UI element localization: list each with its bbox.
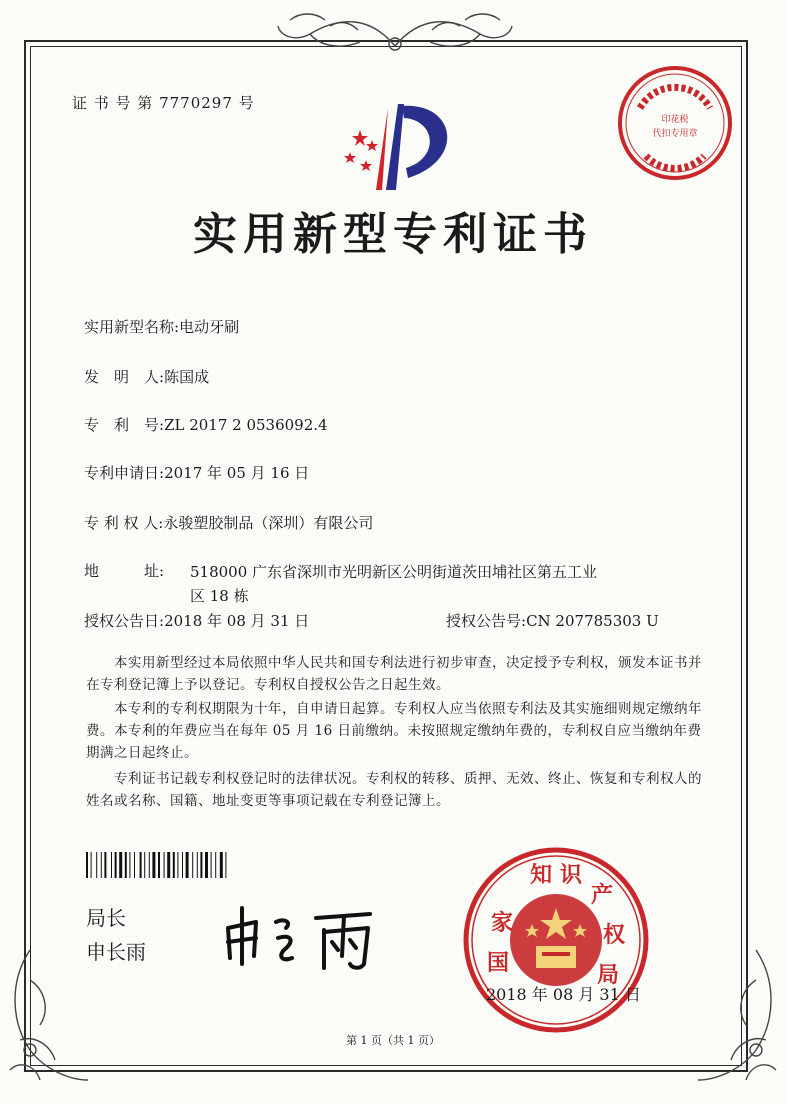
inventor-value: 陈国成 xyxy=(164,368,210,386)
address-value: 518000 广东省深圳市光明新区公明街道茨田埔社区第五工业区 18 栋 xyxy=(190,563,598,605)
barcode-bar xyxy=(173,852,175,878)
barcode-bar xyxy=(200,852,202,878)
barcode-bar xyxy=(205,852,208,878)
field-patentee xyxy=(84,512,373,533)
paragraph-2: 本专利的专利权期限为十年，自申请日起算。专利权人应当依照专利法及其实施细则规定缴纳年费。本专利的年费应当在每年 05 月 16 日前缴纳。未按照规定缴纳年费的，专利权自应当缴纳年费期满之日起终止。 xyxy=(86,701,702,761)
barcode-bar xyxy=(215,852,216,878)
paragraph-3: 专利证书记载专利权登记时的法律状况。专利权的转移、质押、无效、终止、恢复和专利权人的姓名或名称、国籍、地址变更等事项记载在专利登记簿上。 xyxy=(86,771,702,809)
utility-model-name-value: 电动牙刷 xyxy=(179,318,240,336)
inventor-label: 发 明 人: xyxy=(84,368,165,386)
svg-text:国: 国 xyxy=(486,951,510,976)
cnipa-official-seal-icon xyxy=(462,846,650,1034)
barcode-bar xyxy=(140,852,142,878)
utility-model-name-label: 实用新型名称: xyxy=(84,318,180,336)
patentee-value: 永骏塑胶制品（深圳）有限公司 xyxy=(163,514,374,532)
patent-number-label: 专 利 号: xyxy=(84,416,165,434)
certificate-title: 实用新型专利证书 xyxy=(193,209,593,260)
barcode-bar xyxy=(115,852,117,878)
barcode-bar xyxy=(129,852,130,878)
field-address xyxy=(84,560,164,581)
barcode-bar xyxy=(211,852,212,878)
barcode-bar xyxy=(177,852,178,878)
barcode-bar xyxy=(104,852,106,878)
barcode-bar xyxy=(192,852,193,878)
field-application-date xyxy=(84,462,309,483)
svg-text:权: 权 xyxy=(602,923,626,948)
barcode-bar xyxy=(220,852,223,878)
barcode-bar xyxy=(125,852,127,878)
director-signature-icon xyxy=(220,898,390,978)
barcode-bar xyxy=(119,852,122,878)
barcode-bar xyxy=(111,852,112,878)
certificate-number-suffix: 号 xyxy=(238,94,255,112)
director-name: 申长雨 xyxy=(86,940,146,964)
paragraph-1: 本实用新型经过本局依照中华人民共和国专利法进行初步审查，决定授予专利权，颁发本证书并在专利登记簿上予以登记。专利权自授权公告之日起生效。 xyxy=(86,655,702,693)
address-label: 地 址: xyxy=(84,562,165,580)
barcode-bar xyxy=(134,852,135,878)
svg-text:知 识: 知 识 xyxy=(530,863,582,888)
svg-text:印花税: 印花税 xyxy=(661,115,689,125)
top-ornament-icon xyxy=(270,6,520,58)
svg-text:产: 产 xyxy=(590,883,614,908)
grant-date-label: 授权公告日: xyxy=(84,612,165,630)
bottom-left-ornament-icon xyxy=(0,940,90,1090)
barcode-bar xyxy=(186,852,189,878)
svg-text:代扣专用章: 代扣专用章 xyxy=(652,129,698,139)
application-date-value: 2017 年 05 月 16 日 xyxy=(164,464,310,482)
bottom-right-ornament-icon xyxy=(696,940,786,1090)
seal-date: 2018 年 08 月 31 日 xyxy=(486,985,641,1004)
application-date-label: 专利申请日: xyxy=(84,464,165,482)
certificate-number-label: 证 书 号 第 xyxy=(72,94,154,112)
field-inventor xyxy=(84,366,209,387)
grant-number-value: CN 207785303 U xyxy=(526,612,659,630)
barcode-bar xyxy=(197,852,198,878)
svg-text:家: 家 xyxy=(490,911,514,936)
barcode-bar xyxy=(225,852,226,878)
barcode-bar xyxy=(158,852,160,878)
patent-number-value: ZL 2017 2 0536092.4 xyxy=(164,416,328,434)
page-number: 第 1 页（共 1 页） xyxy=(346,1034,440,1047)
barcode-bar xyxy=(96,852,97,878)
cnipa-logo-icon xyxy=(336,100,464,196)
barcode-bar xyxy=(86,852,88,878)
agent-tax-seal-icon xyxy=(616,64,734,182)
barcode-bar xyxy=(167,852,170,878)
barcode-bar xyxy=(91,852,92,878)
barcode-bar xyxy=(164,852,165,878)
barcode-bar xyxy=(149,852,150,878)
barcode-bar xyxy=(144,852,145,878)
grant-date-value: 2018 年 08 月 31 日 xyxy=(164,612,310,630)
barcode-bar xyxy=(152,852,155,878)
field-grant-date xyxy=(84,610,309,631)
svg-text:局: 局 xyxy=(596,963,620,988)
field-grant-number xyxy=(446,610,659,631)
barcode-bar xyxy=(182,852,183,878)
certificate-number-value: 7770297 xyxy=(159,94,233,112)
field-utility-model-name xyxy=(84,316,239,337)
barcode-bar xyxy=(101,852,102,878)
field-patent-number xyxy=(84,414,328,435)
certificate-number xyxy=(72,92,255,113)
director-title: 局长 xyxy=(86,906,126,930)
grant-number-label: 授权公告号: xyxy=(446,612,527,630)
barcode-icon xyxy=(86,852,294,878)
patentee-label: 专 利 权 人: xyxy=(84,514,164,532)
